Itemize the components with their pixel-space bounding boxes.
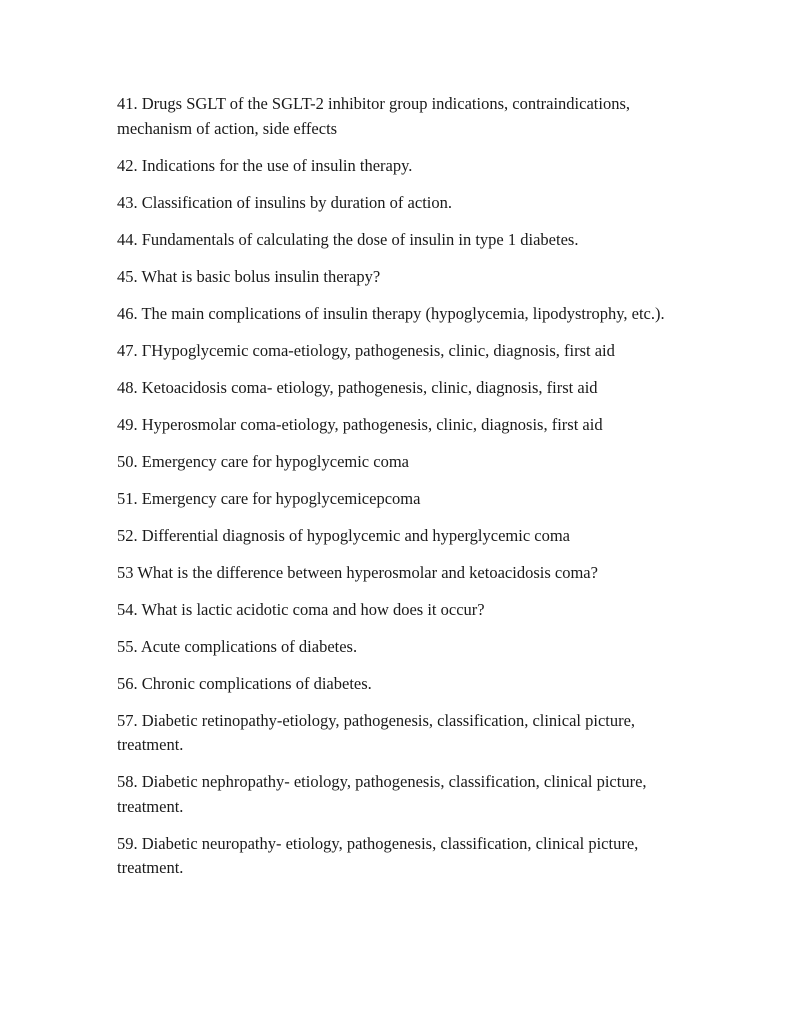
question-item-53: 53 What is the difference between hyperosmolar and ketoacidosis coma? <box>117 562 598 582</box>
question-list <box>117 92 697 893</box>
question-item-58: 58. Diabetic nephropathy- etiology, pathogenesis, classification, clinical picture, treatment. <box>117 772 647 816</box>
question-item-44: 44. Fundamentals of calculating the dose of insulin in type 1 diabetes. <box>117 229 579 249</box>
question-item-46: 46. The main complications of insulin therapy (hypoglycemia, lipodystrophy, etc.). <box>117 303 665 323</box>
question-item-47: 47. ΓHypoglycemic coma-etiology, pathogenesis, clinic, diagnosis, first aid <box>117 340 615 360</box>
question-item-49: 49. Hyperosmolar coma-etiology, pathogenesis, clinic, diagnosis, first aid <box>117 414 603 434</box>
question-item-42: 42. Indications for the use of insulin therapy. <box>117 155 413 175</box>
question-item-48: 48. Ketoacidosis coma- etiology, pathogenesis, clinic, diagnosis, first aid <box>117 377 598 397</box>
question-item-51: 51. Emergency care for hypoglycemicepcoma <box>117 488 421 508</box>
question-item-56: 56. Chronic complications of diabetes. <box>117 673 372 693</box>
question-item-41: 41. Drugs SGLT of the SGLT-2 inhibitor group indications, contraindications, mechanism of action, side effects <box>117 94 630 138</box>
question-item-43: 43. Classification of insulins by duration of action. <box>117 192 452 212</box>
question-item-45: 45. What is basic bolus insulin therapy? <box>117 266 381 286</box>
question-item-59: 59. Diabetic neuropathy- etiology, pathogenesis, classification, clinical picture, treatment. <box>117 833 639 877</box>
question-item-57: 57. Diabetic retinopathy-etiology, pathogenesis, classification, clinical picture, treatment. <box>117 710 636 754</box>
question-item-50: 50. Emergency care for hypoglycemic coma <box>117 451 409 471</box>
question-item-52: 52. Differential diagnosis of hypoglycemic and hyperglycemic coma <box>117 525 571 545</box>
question-item-55: 55. Acute complications of diabetes. <box>117 636 358 656</box>
question-item-54: 54. What is lactic acidotic coma and how does it occur? <box>117 599 485 619</box>
